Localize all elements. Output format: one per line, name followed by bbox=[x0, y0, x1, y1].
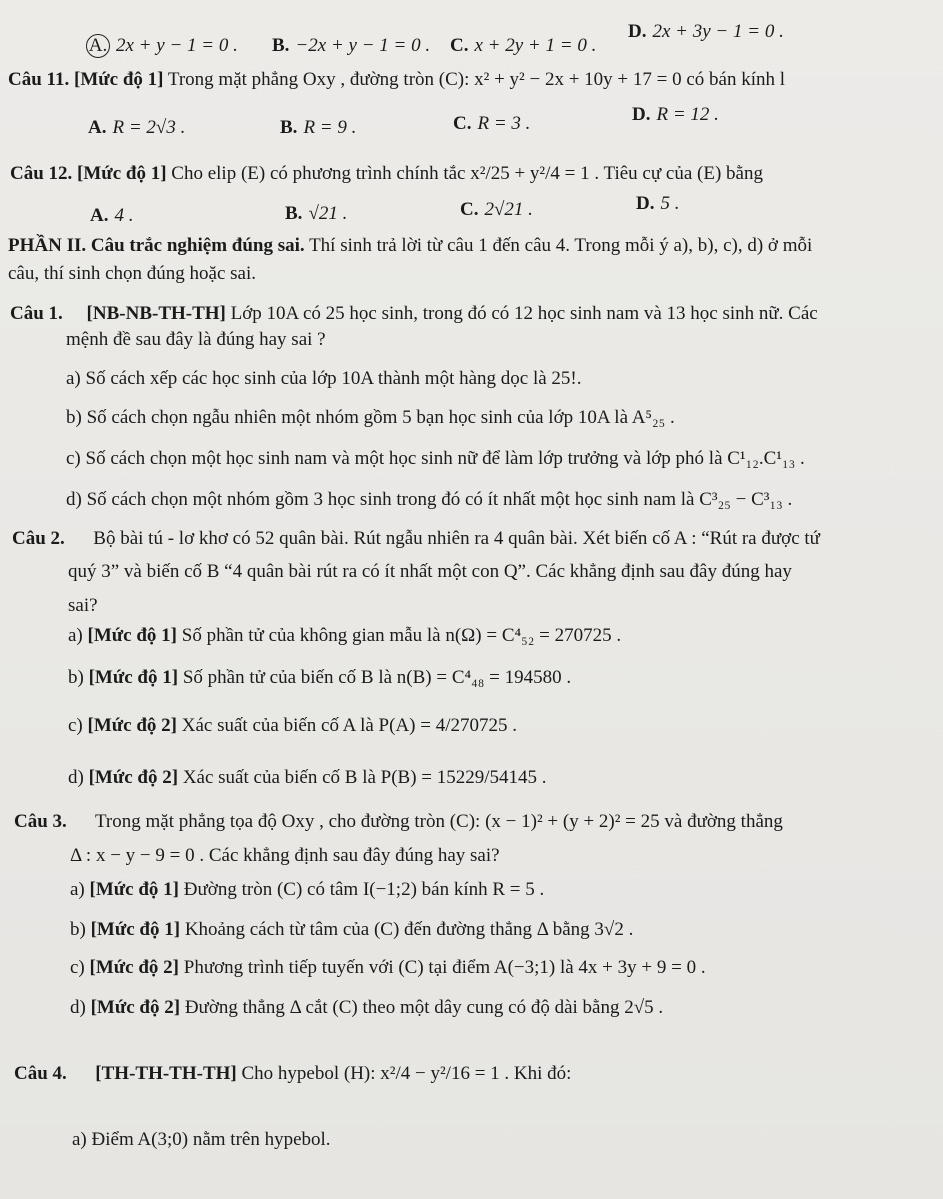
question-11: Câu 11. [Mức độ 1] Trong mặt phẳng Oxy , đường tròn (C): x² + y² − 2x + 10y + 17 = 0 có bán kính l bbox=[8, 69, 786, 90]
p1-statement-c: c) Số cách chọn một học sinh nam và một học sinh nữ để làm lớp trưởng và lớp phó là C¹₁₂.C¹₁₃ . bbox=[66, 448, 805, 469]
q10-option-b: B. −2x + y − 1 = 0 . bbox=[272, 35, 431, 56]
p3-stem-line-1: Câu 3. Trong mặt phẳng tọa độ Oxy , cho đường tròn (C): (x − 1)² + (y + 2)² = 25 và đường thẳng bbox=[14, 811, 783, 832]
p1-stem-line-1: Câu 1. [NB-NB-TH-TH] Lớp 10A có 25 học sinh, trong đó có 12 học sinh nam và 13 học sinh nữ. Các bbox=[10, 303, 818, 324]
question-12: Câu 12. [Mức độ 1] Cho elip (E) có phương trình chính tắc x²/25 + y²/4 = 1 . Tiêu cự của (E) bằng bbox=[10, 163, 763, 184]
circled-answer-mark: A. bbox=[86, 34, 110, 58]
q12-option-d: D. 5 . bbox=[636, 193, 680, 214]
q11-option-b: B. R = 9 . bbox=[280, 117, 357, 138]
part-2-heading: PHẦN II. Câu trắc nghiệm đúng sai. Thí sinh trả lời từ câu 1 đến câu 4. Trong mỗi ý a), b), c), d) ở mỗi bbox=[8, 235, 813, 256]
p2-stem-line-2: quý 3” và biến cố B “4 quân bài rút ra có ít nhất một con Q”. Các khẳng định sau đây đúng hay bbox=[68, 561, 792, 582]
p2-statement-c: c) [Mức độ 2] Xác suất của biến cố A là P(A) = 4/270725 . bbox=[68, 715, 517, 736]
p1-statement-d: d) Số cách chọn một nhóm gồm 3 học sinh trong đó có ít nhất một học sinh nam là C³₂₅ − C³₁₃ . bbox=[66, 489, 793, 510]
q10-option-d: D. 2x + 3y − 1 = 0 . bbox=[628, 21, 784, 42]
p4-statement-a: a) Điểm A(3;0) nằm trên hypebol. bbox=[72, 1129, 331, 1150]
q11-option-a: A. R = 2√3 . bbox=[88, 117, 186, 138]
part-2-subtext: câu, thí sinh chọn đúng hoặc sai. bbox=[8, 263, 257, 284]
q10-option-c: C. x + 2y + 1 = 0 . bbox=[450, 35, 597, 56]
p3-stem-line-2: Δ : x − y − 9 = 0 . Các khẳng định sau đây đúng hay sai? bbox=[70, 845, 500, 866]
p2-statement-b: b) [Mức độ 1] Số phần tử của biến cố B là n(B) = C⁴₄₈ = 194580 . bbox=[68, 667, 572, 688]
q11-option-c: C. R = 3 . bbox=[453, 113, 531, 134]
q12-option-a: A. 4 . bbox=[90, 205, 134, 226]
p1-statement-b: b) Số cách chọn ngẫu nhiên một nhóm gồm 5 bạn học sinh của lớp 10A là A⁵₂₅ . bbox=[66, 407, 675, 428]
p2-stem-line-1: Câu 2. Bộ bài tú - lơ khơ có 52 quân bài. Rút ngẫu nhiên ra 4 quân bài. Xét biến cố A : “Rút ra được tứ bbox=[12, 528, 820, 549]
p2-stem-line-3: sai? bbox=[68, 595, 98, 616]
p2-statement-d: d) [Mức độ 2] Xác suất của biến cố B là P(B) = 15229/54145 . bbox=[68, 767, 547, 788]
q11-option-d: D. R = 12 . bbox=[632, 104, 719, 125]
q12-option-c: C. 2√21 . bbox=[460, 199, 533, 220]
p3-statement-a: a) [Mức độ 1] Đường tròn (C) có tâm I(−1;2) bán kính R = 5 . bbox=[70, 879, 545, 900]
p4-stem: Câu 4. [TH-TH-TH-TH] Cho hypebol (H): x²/4 − y²/16 = 1 . Khi đó: bbox=[14, 1063, 572, 1084]
p1-statement-a: a) Số cách xếp các học sinh của lớp 10A thành một hàng dọc là 25!. bbox=[66, 368, 582, 389]
p1-stem-line-2: mệnh đề sau đây là đúng hay sai ? bbox=[66, 329, 326, 350]
p3-statement-c: c) [Mức độ 2] Phương trình tiếp tuyến với (C) tại điểm A(−3;1) là 4x + 3y + 9 = 0 . bbox=[70, 957, 706, 978]
q10-option-a: A. 2x + y − 1 = 0 . bbox=[86, 34, 238, 58]
p2-statement-a: a) [Mức độ 1] Số phần tử của không gian mẫu là n(Ω) = C⁴₅₂ = 270725 . bbox=[68, 625, 622, 646]
p3-statement-d: d) [Mức độ 2] Đường thẳng Δ cắt (C) theo một dây cung có độ dài bằng 2√5 . bbox=[70, 997, 664, 1018]
p3-statement-b: b) [Mức độ 1] Khoảng cách từ tâm của (C) đến đường thẳng Δ bằng 3√2 . bbox=[70, 919, 634, 940]
q12-option-b: B. √21 . bbox=[285, 203, 348, 224]
